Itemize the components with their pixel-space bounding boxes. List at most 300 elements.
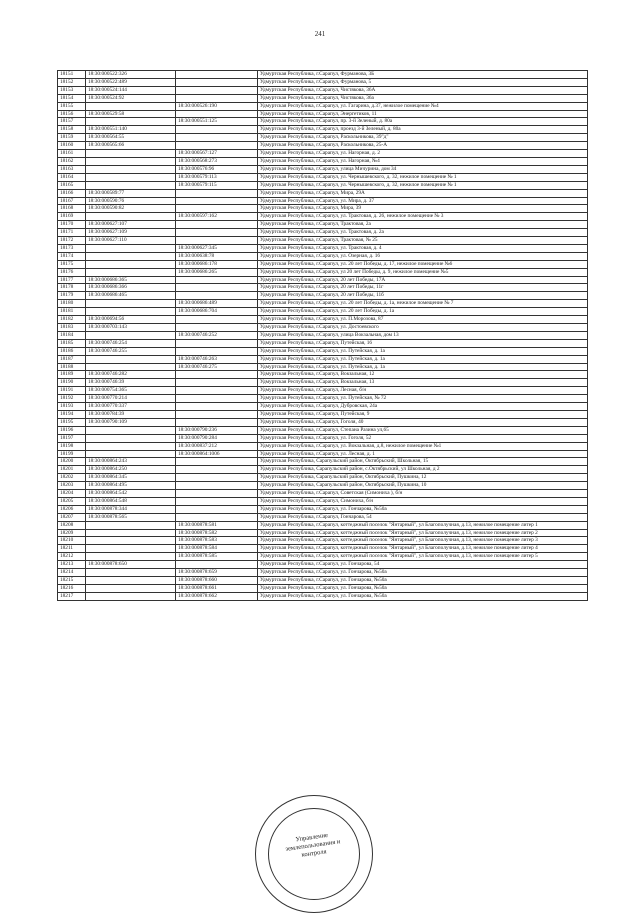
- cadastral-number-cell: [86, 150, 176, 158]
- table-row: [58, 584, 588, 592]
- table-row: [58, 268, 588, 276]
- row-number-cell: 18158: [58, 126, 86, 134]
- row-number-cell: 18189: [58, 371, 86, 379]
- cadastral-number-cell: [86, 569, 176, 577]
- cadastral-number-cell: 18:30:000524:144: [86, 86, 176, 94]
- premises-cadastral-number-cell: [176, 94, 258, 102]
- table-row: [58, 157, 588, 165]
- cadastral-number-cell: [86, 537, 176, 545]
- table-row: [58, 505, 588, 513]
- table-row: [58, 395, 588, 403]
- address-cell: Удмуртская Республика, г.Сарапул, Гоголя, 40: [258, 418, 588, 426]
- row-number-cell: 18184: [58, 331, 86, 339]
- table-row: [58, 165, 588, 173]
- cadastral-number-cell: 18:30:000864:548: [86, 497, 176, 505]
- row-number-cell: 18168: [58, 205, 86, 213]
- premises-cadastral-number-cell: 18:30:000686:178: [176, 260, 258, 268]
- address-cell: Удмуртская Республика, г.Сарапул, ул. Гоголя, 52: [258, 434, 588, 442]
- table-row: [58, 292, 588, 300]
- address-cell: Удмуртская Республика, г.Сарапул, ул. Мира, д. 37: [258, 197, 588, 205]
- cadastral-number-cell: 18:30:000746:255: [86, 347, 176, 355]
- cadastral-number-cell: 18:30:000746:254: [86, 339, 176, 347]
- address-cell: Удмуртская Республика, г.Сарапул, Гончарова, 54: [258, 513, 588, 521]
- address-cell: Удмуртская Республика, Сарапульский район, Октябрьский, Пушкина, 10: [258, 482, 588, 490]
- address-cell: Удмуртская Республика, г.Сарапул, ул 20 лет Победы, д. 9, нежилое помещение №5: [258, 268, 588, 276]
- table-row: [58, 458, 588, 466]
- cadastral-number-cell: 18:30:000564:55: [86, 134, 176, 142]
- address-cell: Удмуртская Республика, г.Сарапул, ул. 20 лет Победы, д. 1а, нежилое помещение № 7: [258, 300, 588, 308]
- cadastral-number-cell: 18:30:000589:77: [86, 189, 176, 197]
- table-row: [58, 260, 588, 268]
- premises-cadastral-number-cell: 18:30:000878:661: [176, 584, 258, 592]
- cadastral-number-cell: 18:30:000686:465: [86, 292, 176, 300]
- row-number-cell: 18176: [58, 268, 86, 276]
- row-number-cell: 18181: [58, 308, 86, 316]
- row-number-cell: 18202: [58, 474, 86, 482]
- row-number-cell: 18174: [58, 252, 86, 260]
- address-cell: Удмуртская Республика, г.Сарапул, ул. Путейская, д. 1а: [258, 363, 588, 371]
- cadastral-number-cell: [86, 252, 176, 260]
- address-cell: Удмуртская Республика, г.Сарапул, Лесная, б/н: [258, 387, 588, 395]
- address-cell: Удмуртская Республика, г.Сарапул, ул. Трактовая, д. 26, нежилое помещение № 3: [258, 213, 588, 221]
- premises-cadastral-number-cell: 18:30:000579:115: [176, 181, 258, 189]
- premises-cadastral-number-cell: 18:30:000864:1006: [176, 450, 258, 458]
- premises-cadastral-number-cell: 18:30:000746:252: [176, 331, 258, 339]
- seal-text: Управление землепользования и контроля: [285, 831, 341, 859]
- table-row: [58, 442, 588, 450]
- row-number-cell: 18187: [58, 355, 86, 363]
- address-cell: Удмуртская Республика, г.Сарапул, 20 лет Победы, 11б: [258, 292, 588, 300]
- row-number-cell: 18154: [58, 94, 86, 102]
- table-row: [58, 276, 588, 284]
- row-number-cell: 18179: [58, 292, 86, 300]
- row-number-cell: 18200: [58, 458, 86, 466]
- cadastral-number-cell: [86, 426, 176, 434]
- cadastral-number-cell: 18:30:000627:107: [86, 221, 176, 229]
- row-number-cell: 18155: [58, 102, 86, 110]
- premises-cadastral-number-cell: [176, 482, 258, 490]
- table-row: [58, 490, 588, 498]
- table-row: [58, 173, 588, 181]
- address-cell: Удмуртская Республика, г.Сарапул, улица Вокзальная, дом 13: [258, 331, 588, 339]
- row-number-cell: 18159: [58, 134, 86, 142]
- cadastral-number-cell: [86, 268, 176, 276]
- address-cell: Удмуртская Республика, г.Сарапул, коттеджный поселок "Янтарный", ул Благополучная, д.13, нежилое помещение литер 1: [258, 521, 588, 529]
- table-row: [58, 403, 588, 411]
- row-number-cell: 18203: [58, 482, 86, 490]
- table-row: [58, 426, 588, 434]
- premises-cadastral-number-cell: [176, 237, 258, 245]
- row-number-cell: 18207: [58, 513, 86, 521]
- premises-cadastral-number-cell: [176, 379, 258, 387]
- row-number-cell: 18198: [58, 442, 86, 450]
- address-cell: Удмуртская Республика, г.Сарапул, ул. 20 лет Победы, д. 17, нежилое помещение №6: [258, 260, 588, 268]
- cadastral-number-cell: [86, 244, 176, 252]
- premises-cadastral-number-cell: [176, 347, 258, 355]
- cadastral-number-cell: [86, 157, 176, 165]
- table-row: [58, 142, 588, 150]
- premises-cadastral-number-cell: [176, 71, 258, 79]
- address-cell: Удмуртская Республика, г.Сарапул, проезд 3-й Зеленый, д. 80а: [258, 126, 588, 134]
- table-row: [58, 592, 588, 600]
- cadastral-number-cell: 18:30:000878:650: [86, 561, 176, 569]
- premises-cadastral-number-cell: 18:30:000746:263: [176, 355, 258, 363]
- premises-cadastral-number-cell: [176, 189, 258, 197]
- address-cell: Удмуртская Республика, г.Сарапул, ул. Гончарова, №50а: [258, 505, 588, 513]
- address-cell: Удмуртская Республика, г.Сарапул, Путейская, 16: [258, 339, 588, 347]
- address-cell: Удмуртская Республика, г.Сарапул, Путейская, 9: [258, 410, 588, 418]
- premises-cadastral-number-cell: 18:30:000878:583: [176, 537, 258, 545]
- address-cell: Удмуртская Республика, Сарапульский район, Октябрьский, Пушкина, 12: [258, 474, 588, 482]
- row-number-cell: 18206: [58, 505, 86, 513]
- row-number-cell: 18191: [58, 387, 86, 395]
- row-number-cell: 18211: [58, 545, 86, 553]
- premises-cadastral-number-cell: 18:30:000686:704: [176, 308, 258, 316]
- row-number-cell: 18160: [58, 142, 86, 150]
- table-row: [58, 221, 588, 229]
- cadastral-number-cell: 18:30:000522:489: [86, 78, 176, 86]
- address-cell: Удмуртская Республика, г.Сарапул, ул. Нагорная, д. 2: [258, 150, 588, 158]
- table-row: [58, 102, 588, 110]
- row-number-cell: 18210: [58, 537, 86, 545]
- table-row: [58, 71, 588, 79]
- address-cell: Удмуртская Республика, г.Сарапул, Фурманова, 5: [258, 78, 588, 86]
- address-cell: Удмуртская Республика, г.Сарапул, коттеджный поселок "Янтарный", ул Благополучная, д.13, нежилое помещение литер 2: [258, 529, 588, 537]
- cadastral-number-cell: [86, 213, 176, 221]
- premises-cadastral-number-cell: [176, 395, 258, 403]
- row-number-cell: 18194: [58, 410, 86, 418]
- address-cell: Удмуртская Республика, г.Сарапул, ул. Гончарова, 54: [258, 561, 588, 569]
- table-row: [58, 181, 588, 189]
- address-cell: Удмуртская Республика, г.Сарапул, ул. Трактовая, д. 4: [258, 244, 588, 252]
- table-row: [58, 331, 588, 339]
- address-cell: Удмуртская Республика, г.Сарапул, пр. 3-й Зеленый, д. 80а: [258, 118, 588, 126]
- row-number-cell: 18178: [58, 284, 86, 292]
- premises-cadastral-number-cell: 18:30:000878:582: [176, 529, 258, 537]
- cadastral-number-cell: 18:30:000686:365: [86, 276, 176, 284]
- table-row: [58, 482, 588, 490]
- address-cell: Удмуртская Республика, г.Сарапул, Степана Разина ул,65: [258, 426, 588, 434]
- cadastral-number-cell: [86, 577, 176, 585]
- cadastral-number-cell: [86, 442, 176, 450]
- premises-cadastral-number-cell: [176, 513, 258, 521]
- table-row: [58, 379, 588, 387]
- premises-cadastral-number-cell: 18:30:000579:113: [176, 173, 258, 181]
- table-row: [58, 474, 588, 482]
- row-number-cell: 18153: [58, 86, 86, 94]
- table-row: [58, 569, 588, 577]
- premises-cadastral-number-cell: [176, 339, 258, 347]
- row-number-cell: 18205: [58, 497, 86, 505]
- premises-cadastral-number-cell: [176, 276, 258, 284]
- cadastral-number-cell: 18:30:000746:39: [86, 379, 176, 387]
- table-row: [58, 213, 588, 221]
- address-cell: Удмуртская Республика, г.Сарапул, Чистякова, 36а: [258, 94, 588, 102]
- table-row: [58, 521, 588, 529]
- table-row: [58, 347, 588, 355]
- premises-cadastral-number-cell: 18:30:000638:78: [176, 252, 258, 260]
- address-cell: Удмуртская Республика, г.Сарапул, ул. 20 лет Победы, д. 1а: [258, 308, 588, 316]
- premises-cadastral-number-cell: [176, 490, 258, 498]
- cadastral-number-cell: 18:30:000770:214: [86, 395, 176, 403]
- table-row: [58, 244, 588, 252]
- row-number-cell: 18152: [58, 78, 86, 86]
- premises-cadastral-number-cell: 18:30:000551:125: [176, 118, 258, 126]
- row-number-cell: 18208: [58, 521, 86, 529]
- cadastral-number-cell: [86, 553, 176, 561]
- row-number-cell: 18213: [58, 561, 86, 569]
- cadastral-number-cell: 18:30:000864:542: [86, 490, 176, 498]
- cadastral-number-cell: [86, 260, 176, 268]
- address-cell: Удмуртская Республика, г.Сарапул, ул. Нагорная, №4: [258, 157, 588, 165]
- cadastral-number-cell: 18:30:000864:495: [86, 482, 176, 490]
- row-number-cell: 18156: [58, 110, 86, 118]
- address-cell: Удмуртская Республика, г.Сарапул, Вокзальная, 13: [258, 379, 588, 387]
- row-number-cell: 18162: [58, 157, 86, 165]
- address-cell: Удмуртская Республика, г.Сарапул, Трактовая, 2а: [258, 221, 588, 229]
- table-row: [58, 387, 588, 395]
- row-number-cell: 18165: [58, 181, 86, 189]
- row-number-cell: 18177: [58, 276, 86, 284]
- cadastral-number-cell: 18:30:000754:365: [86, 387, 176, 395]
- table-row: [58, 513, 588, 521]
- row-number-cell: 18215: [58, 577, 86, 585]
- table-row: [58, 450, 588, 458]
- address-cell: Удмуртская Республика, г.Сарапул, 20 лет Победы, 17А: [258, 276, 588, 284]
- table-row: [58, 561, 588, 569]
- cadastral-number-cell: 18:30:000551:140: [86, 126, 176, 134]
- cadastral-number-cell: 18:30:000746:282: [86, 371, 176, 379]
- table-row: [58, 553, 588, 561]
- table-row: [58, 537, 588, 545]
- premises-cadastral-number-cell: 18:30:000878:660: [176, 577, 258, 585]
- premises-cadastral-number-cell: 18:30:000526:190: [176, 102, 258, 110]
- row-number-cell: 18173: [58, 244, 86, 252]
- address-cell: Удмуртская Республика, г.Сарапул, ул. Гагарина, д.37, нежилое помещение №4: [258, 102, 588, 110]
- cadastral-number-cell: 18:30:000703:143: [86, 324, 176, 332]
- table-row: [58, 205, 588, 213]
- row-number-cell: 18151: [58, 71, 86, 79]
- table-row: [58, 497, 588, 505]
- cadastral-number-cell: 18:30:000522:326: [86, 71, 176, 79]
- table-row: [58, 577, 588, 585]
- premises-cadastral-number-cell: [176, 497, 258, 505]
- premises-cadastral-number-cell: 18:30:000686:265: [176, 268, 258, 276]
- address-cell: Удмуртская Республика, г.Сарапул, ул. Чернышевского, д. 32, нежилое помещение № 1: [258, 181, 588, 189]
- table-row: [58, 466, 588, 474]
- address-cell: Удмуртская Республика, г.Сарапул, ул. Чернышевского, д. 32, нежилое помещение № 1: [258, 173, 588, 181]
- row-number-cell: 18185: [58, 339, 86, 347]
- table-row: [58, 284, 588, 292]
- premises-cadastral-number-cell: 18:30:000790:284: [176, 434, 258, 442]
- cadastral-number-cell: [86, 434, 176, 442]
- premises-cadastral-number-cell: [176, 284, 258, 292]
- address-cell: Удмуртская Республика, г.Сарапул, ул. Путейская, № 72: [258, 395, 588, 403]
- premises-cadastral-number-cell: [176, 221, 258, 229]
- row-number-cell: 18214: [58, 569, 86, 577]
- row-number-cell: 18180: [58, 300, 86, 308]
- premises-cadastral-number-cell: [176, 371, 258, 379]
- row-number-cell: 18161: [58, 150, 86, 158]
- premises-cadastral-number-cell: [176, 229, 258, 237]
- row-number-cell: 18163: [58, 165, 86, 173]
- premises-cadastral-number-cell: 18:30:000837:212: [176, 442, 258, 450]
- address-cell: Удмуртская Республика, г.Сарапул, ул. Вокзальная, д.8, нежилое помещение №1: [258, 442, 588, 450]
- premises-cadastral-number-cell: 18:30:000686:489: [176, 300, 258, 308]
- premises-cadastral-number-cell: 18:30:000790:236: [176, 426, 258, 434]
- cadastral-number-cell: [86, 118, 176, 126]
- row-number-cell: 18190: [58, 379, 86, 387]
- registry-table: [57, 70, 588, 601]
- row-number-cell: 18216: [58, 584, 86, 592]
- table-row: [58, 371, 588, 379]
- table-row: [58, 110, 588, 118]
- address-cell: Удмуртская Республика, г.Сарапул, коттеджный поселок "Янтарный", ул Благополучная, д.13, нежилое помещение литер 3: [258, 537, 588, 545]
- premises-cadastral-number-cell: [176, 418, 258, 426]
- address-cell: Удмуртская Республика, г.Сарапул, Раскольникова, 39"д": [258, 134, 588, 142]
- cadastral-number-cell: [86, 300, 176, 308]
- address-cell: Удмуртская Республика, г.Сарапул, Вокзальная, 12: [258, 371, 588, 379]
- row-number-cell: 18182: [58, 316, 86, 324]
- row-number-cell: 18175: [58, 260, 86, 268]
- row-number-cell: 18212: [58, 553, 86, 561]
- address-cell: Удмуртская Республика, г.Сарапул, ул. Путейская, д. 1а: [258, 355, 588, 363]
- table-row: [58, 529, 588, 537]
- table-row: [58, 229, 588, 237]
- table-row: [58, 134, 588, 142]
- address-cell: Удмуртская Республика, г.Сарапул, Дубровская, 24а: [258, 403, 588, 411]
- premises-cadastral-number-cell: [176, 505, 258, 513]
- row-number-cell: 18209: [58, 529, 86, 537]
- row-number-cell: 18196: [58, 426, 86, 434]
- premises-cadastral-number-cell: 18:30:000878:659: [176, 569, 258, 577]
- table-row: [58, 434, 588, 442]
- table-row: [58, 237, 588, 245]
- address-cell: Удмуртская Республика, г.Сарапул, ул. Достоевского: [258, 324, 588, 332]
- premises-cadastral-number-cell: 18:30:000567:127: [176, 150, 258, 158]
- address-cell: Удмуртская Республика, г.Сарапул, ул. П.Морозова, 87: [258, 316, 588, 324]
- row-number-cell: 18166: [58, 189, 86, 197]
- premises-cadastral-number-cell: [176, 324, 258, 332]
- premises-cadastral-number-cell: 18:30:000597:162: [176, 213, 258, 221]
- address-cell: Удмуртская Республика, г.Сарапул, ул. Лесная, д. 1: [258, 450, 588, 458]
- row-number-cell: 18217: [58, 592, 86, 600]
- premises-cadastral-number-cell: [176, 197, 258, 205]
- address-cell: Удмуртская Республика, г.Сарапул, ул. Гончарова, №50а: [258, 592, 588, 600]
- table-row: [58, 126, 588, 134]
- address-cell: Удмуртская Республика, г.Сарапул, ул. Гончарова, №50а: [258, 577, 588, 585]
- premises-cadastral-number-cell: [176, 292, 258, 300]
- address-cell: Удмуртская Республика, г.Сарапул, Энергетиков, 11: [258, 110, 588, 118]
- address-cell: Удмуртская Республика, г.Сарапул, Раскольникова, 25-А: [258, 142, 588, 150]
- cadastral-number-cell: 18:30:000590:82: [86, 205, 176, 213]
- cadastral-number-cell: 18:30:000878:344: [86, 505, 176, 513]
- premises-cadastral-number-cell: [176, 134, 258, 142]
- address-cell: Удмуртская Республика, г.Сарапул, ул. Озерная, д. 16: [258, 252, 588, 260]
- premises-cadastral-number-cell: [176, 561, 258, 569]
- table-row: [58, 418, 588, 426]
- premises-cadastral-number-cell: [176, 142, 258, 150]
- table-row: [58, 118, 588, 126]
- cadastral-number-cell: [86, 592, 176, 600]
- cadastral-number-cell: 18:30:000864:243: [86, 458, 176, 466]
- cadastral-number-cell: [86, 355, 176, 363]
- cadastral-number-cell: [86, 450, 176, 458]
- premises-cadastral-number-cell: [176, 78, 258, 86]
- cadastral-number-cell: 18:30:000565:66: [86, 142, 176, 150]
- cadastral-number-cell: [86, 173, 176, 181]
- premises-cadastral-number-cell: [176, 126, 258, 134]
- cadastral-number-cell: 18:30:000524:92: [86, 94, 176, 102]
- premises-cadastral-number-cell: [176, 86, 258, 94]
- cadastral-number-cell: 18:30:000864:250: [86, 466, 176, 474]
- table-row: [58, 78, 588, 86]
- row-number-cell: 18199: [58, 450, 86, 458]
- cadastral-number-cell: 18:30:000784:39: [86, 410, 176, 418]
- premises-cadastral-number-cell: 18:30:000627:345: [176, 244, 258, 252]
- premises-cadastral-number-cell: [176, 410, 258, 418]
- table-row: [58, 410, 588, 418]
- row-number-cell: 18195: [58, 418, 86, 426]
- table-row: [58, 339, 588, 347]
- row-number-cell: 18171: [58, 229, 86, 237]
- address-cell: Удмуртская Республика, г.Сарапул, коттеджный поселок "Янтарный", ул Благополучная, д.13, нежилое помещение литер 5: [258, 553, 588, 561]
- row-number-cell: 18192: [58, 395, 86, 403]
- premises-cadastral-number-cell: 18:30:000576:96: [176, 165, 258, 173]
- address-cell: Удмуртская Республика, г.Сарапул, Симониха, б/н: [258, 497, 588, 505]
- cadastral-number-cell: 18:30:000627:110: [86, 237, 176, 245]
- cadastral-number-cell: 18:30:000694:56: [86, 316, 176, 324]
- table-row: [58, 150, 588, 158]
- table-row: [58, 545, 588, 553]
- premises-cadastral-number-cell: [176, 316, 258, 324]
- address-cell: Удмуртская Республика, г.Сарапул, Мира, 29А: [258, 189, 588, 197]
- row-number-cell: 18201: [58, 466, 86, 474]
- page-number: 241: [314, 30, 326, 38]
- cadastral-number-cell: 18:30:000770:337: [86, 403, 176, 411]
- premises-cadastral-number-cell: 18:30:000878:662: [176, 592, 258, 600]
- table-row: [58, 316, 588, 324]
- table-row: [58, 300, 588, 308]
- row-number-cell: 18186: [58, 347, 86, 355]
- row-number-cell: 18197: [58, 434, 86, 442]
- address-cell: Удмуртская Республика, Сарапульский район, с.Октябрьский, ул Школьная, д 2: [258, 466, 588, 474]
- official-seal: [255, 795, 373, 913]
- cadastral-number-cell: [86, 102, 176, 110]
- address-cell: Удмуртская Республика, г.Сарапул, ул. Трактовая, д. 2а: [258, 229, 588, 237]
- row-number-cell: 18164: [58, 173, 86, 181]
- table-row: [58, 252, 588, 260]
- table-row: [58, 308, 588, 316]
- row-number-cell: 18188: [58, 363, 86, 371]
- row-number-cell: 18157: [58, 118, 86, 126]
- premises-cadastral-number-cell: [176, 474, 258, 482]
- address-cell: Удмуртская Республика, Сарапульский район, Октябрьский, Школьная, 15: [258, 458, 588, 466]
- table-row: [58, 363, 588, 371]
- table-row: [58, 189, 588, 197]
- table-row: [58, 86, 588, 94]
- address-cell: Удмуртская Республика, г.Сарапул, Чистякова, 36А: [258, 86, 588, 94]
- cadastral-number-cell: 18:30:000686:366: [86, 284, 176, 292]
- row-number-cell: 18170: [58, 221, 86, 229]
- premises-cadastral-number-cell: [176, 458, 258, 466]
- premises-cadastral-number-cell: 18:30:000878:581: [176, 521, 258, 529]
- cadastral-number-cell: 18:30:000790:109: [86, 418, 176, 426]
- address-cell: Удмуртская Республика, г.Сарапул, Фурманова, 3Б: [258, 71, 588, 79]
- premises-cadastral-number-cell: [176, 387, 258, 395]
- premises-cadastral-number-cell: [176, 466, 258, 474]
- premises-cadastral-number-cell: 18:30:000746:275: [176, 363, 258, 371]
